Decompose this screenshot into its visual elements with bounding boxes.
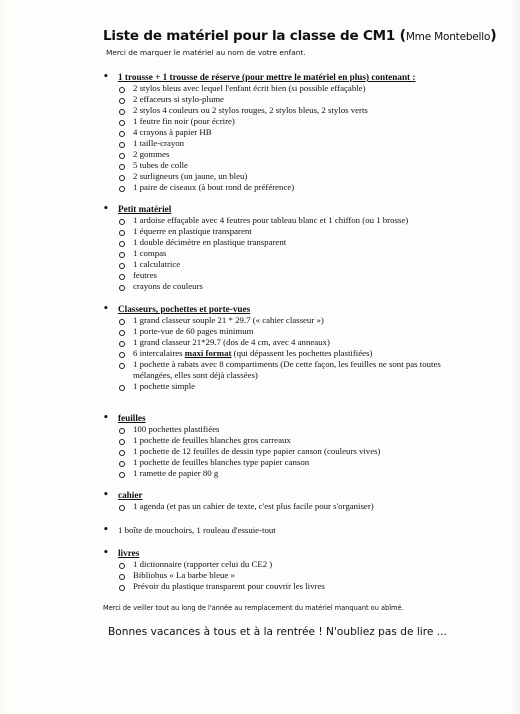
circle-bullet-icon [119,563,125,569]
item-text: 1 grand classeur souple 21 * 29.7 (« cahier classeur ») [133,315,324,325]
list-item [118,326,513,337]
list-item [118,259,513,270]
section-heading [103,490,513,501]
circle-bullet-icon [119,175,125,181]
list-item [118,171,513,182]
bullet-icon: • [103,525,109,535]
line-text: 1 boîte de mouchoirs, 1 rouleau d'essuie-tout [118,525,276,535]
list-item [118,281,513,292]
circle-bullet-icon [119,274,125,280]
item-text: 1 ramette de papier 80 g [133,468,219,478]
circle-bullet-icon [119,98,125,104]
item-text: 1 ardoise effaçable avec 4 feutres pour tableau blanc et 1 chiffon (ou 1 brosse) [133,215,409,225]
circle-bullet-icon [119,142,125,148]
circle-bullet-icon [119,385,125,391]
list-item [118,105,513,116]
list-item [118,138,513,149]
page-title [103,28,496,44]
list-item [118,160,513,171]
list-item [118,315,513,326]
item-text: 1 paire de ciseaux (à bout rond de préférence) [133,182,295,192]
section-heading [103,548,513,559]
item-text: 2 gommes [133,149,170,159]
section-heading [103,304,513,315]
section-trousse [103,72,513,193]
item-text: 2 effaceurs si stylo-plume [133,94,224,104]
item-text: Prévoir du plastique transparent pour couvrir les livres [133,581,325,591]
section-heading [103,204,513,215]
item-text: 1 grand classeur 21*29.7 (dos de 4 cm, avec 4 anneaux) [133,337,330,347]
section-heading [103,72,513,83]
heading-text: 1 trousse + 1 trousse de réserve (pour mettre le matériel en plus) contenant : [118,72,416,82]
section-mouchoirs [103,525,513,536]
section-feuilles [103,413,513,479]
circle-bullet-icon [119,319,125,325]
bullet-icon: • [103,72,109,82]
farewell-message: Bonnes vacances à tous et à la rentrée ! N'oubliez pas de lire ... [108,626,447,638]
heading-text: Classeurs, pochettes et porte-vues [118,304,251,314]
item-list [103,559,513,592]
subtitle: Merci de marquer le matériel au nom de votre enfant. [106,48,306,57]
bullet-icon: • [103,548,109,558]
item-list [103,315,513,392]
section-heading [103,413,513,424]
item-text: 1 agenda (et pas un cahier de texte, c'est plus facile pour s'organiser) [133,501,374,511]
item-text: 1 calculatrice [133,259,181,269]
item-text: 2 stylos bleus avec lequel l'enfant écrit bien (si possible effaçable) [133,83,366,93]
heading-text: Petit matériel [118,204,172,214]
list-item [118,468,513,479]
item-text: 100 pochettes plastifiées [133,424,220,434]
list-item [118,446,513,457]
circle-bullet-icon [119,472,125,478]
bullet-icon: • [103,413,109,423]
item-text: 1 pochette simple [133,381,196,391]
circle-bullet-icon [119,352,125,358]
teacher-close-paren: ) [490,28,497,44]
section-petit-materiel [103,204,513,292]
circle-bullet-icon [119,131,125,137]
item-text: 1 équerre en plastique transparent [133,226,252,236]
circle-bullet-icon [119,153,125,159]
circle-bullet-icon [119,241,125,247]
circle-bullet-icon [119,428,125,434]
section-cahier [103,490,513,512]
list-item [118,237,513,248]
item-text: 1 pochette de 12 feuilles de dessin type papier canson (couleurs vives) [133,446,381,456]
list-item [118,381,513,392]
list-item [118,559,513,570]
circle-bullet-icon [119,450,125,456]
circle-bullet-icon [119,120,125,126]
circle-bullet-icon [119,263,125,269]
list-item [118,457,513,468]
item-emphasis: maxi format [184,348,232,358]
item-list [103,424,513,479]
item-text: crayons de couleurs [133,281,203,291]
item-text: 2 surligneurs (un jaune, un bleu) [133,171,248,181]
item-text: 1 feutre fin noir (pour écrire) [133,116,235,126]
circle-bullet-icon [119,164,125,170]
circle-bullet-icon [119,230,125,236]
circle-bullet-icon [119,505,125,511]
circle-bullet-icon [119,461,125,467]
bullet-icon: • [103,204,109,214]
list-item [118,226,513,237]
circle-bullet-icon [119,87,125,93]
item-text: 1 porte-vue de 60 pages minimum [133,326,254,336]
item-text: 1 pochette de feuilles blanches type papier canson [133,457,310,467]
list-item [118,94,513,105]
item-list [103,501,513,512]
circle-bullet-icon [119,252,125,258]
list-item [118,149,513,160]
list-item [118,83,513,94]
item-text: 5 tubes de colle [133,160,188,170]
item-text: 6 intercalaires [133,348,183,358]
item-text: 1 compas [133,248,167,258]
circle-bullet-icon [119,363,125,369]
item-text: feutres [133,270,157,280]
circle-bullet-icon [119,219,125,225]
list-item [118,424,513,435]
list-item [118,270,513,281]
circle-bullet-icon [119,285,125,291]
item-text: 2 stylos 4 couleurs ou 2 stylos rouges, 2 stylos bleus, 2 stylos verts [133,105,368,115]
section-livres [103,548,513,592]
title-text: Liste de matériel pour la classe de CM1 [103,28,396,44]
list-item [118,337,513,348]
item-text: 4 crayons à papier HB [133,127,212,137]
circle-bullet-icon [119,109,125,115]
item-text: Bibliobus « La barbe bleue » [133,570,235,580]
circle-bullet-icon [119,341,125,347]
list-item [118,359,463,381]
item-list [103,83,513,193]
circle-bullet-icon [119,330,125,336]
section-classeurs [103,304,513,392]
list-item [118,116,513,127]
heading-text: livres [118,548,140,558]
item-text: 1 taille-crayon [133,138,185,148]
item-text: 1 dictionnaire (rapporter celui du CE2 ) [133,559,273,569]
circle-bullet-icon [119,439,125,445]
item-text: 1 double décimètre en plastique transparent [133,237,287,247]
circle-bullet-icon [119,574,125,580]
list-item [118,215,513,226]
list-item [118,570,513,581]
item-text: 1 pochette de feuilles blanches gros carreaux [133,435,291,445]
list-item [118,182,513,193]
item-list [103,215,513,292]
list-item [118,248,513,259]
circle-bullet-icon [119,186,125,192]
item-text: (qui dépassent les pochettes plastifiées) [233,348,373,358]
bullet-icon: • [103,490,109,500]
list-item [118,501,513,512]
list-item [118,581,513,592]
list-item [118,127,513,138]
heading-text: feuilles [118,413,146,423]
footer-note: Merci de veiller tout au long de l'année au remplacement du matériel manquant ou abîmé. [103,604,404,612]
item-text: 1 pochette à rabats avec 8 compartiments (De cette façon, les feuilles ne sont pas toutes mélangées, elles sont déjà classées) [133,359,441,380]
list-item [118,435,513,446]
section-line [103,525,513,536]
bullet-icon: • [103,304,109,314]
circle-bullet-icon [119,585,125,591]
teacher-name: Mme Montebello [405,31,491,43]
teacher-open-paren: ( [399,28,406,44]
heading-text: cahier [118,490,143,500]
list-item [118,348,513,359]
